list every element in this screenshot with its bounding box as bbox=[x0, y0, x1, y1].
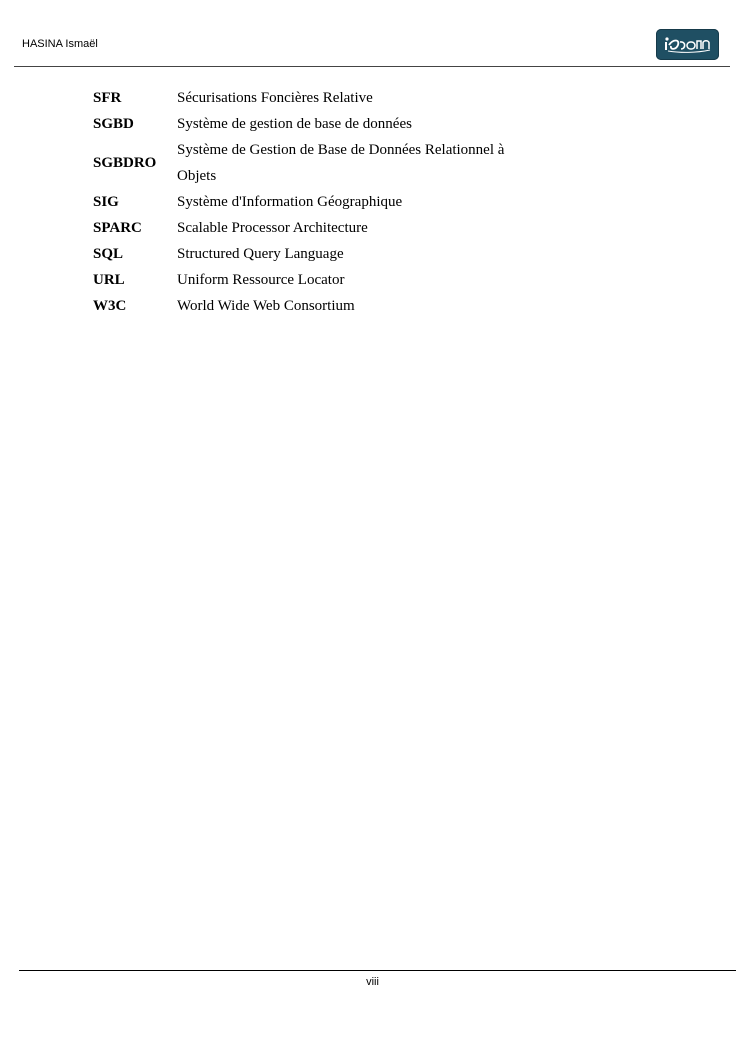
abbreviation-term: SQL bbox=[93, 246, 124, 262]
footer-rule bbox=[19, 970, 736, 971]
abbreviation-term: URL bbox=[93, 272, 125, 288]
institution-logo-icon bbox=[656, 29, 719, 60]
table-row bbox=[93, 267, 517, 293]
table-row bbox=[93, 189, 517, 215]
table-row bbox=[93, 215, 517, 241]
abbreviation-definition: World Wide Web Consortium bbox=[177, 298, 355, 314]
abbreviation-definition: Système d'Information Géographique bbox=[177, 194, 403, 210]
table-row bbox=[93, 85, 517, 111]
abbreviation-table bbox=[93, 85, 517, 319]
abbreviation-definition: Système de gestion de base de données bbox=[177, 116, 412, 132]
header-author: HASINA Ismaël bbox=[22, 38, 98, 50]
abbreviation-definition: Sécurisations Foncières Relative bbox=[177, 90, 373, 106]
table-row bbox=[93, 137, 517, 189]
table-row bbox=[93, 111, 517, 137]
abbreviation-term: SFR bbox=[93, 90, 122, 106]
abbreviation-term: W3C bbox=[93, 298, 127, 314]
header-rule bbox=[14, 66, 730, 67]
abbreviation-definition: Uniform Ressource Locator bbox=[177, 272, 345, 288]
abbreviation-definition: Structured Query Language bbox=[177, 246, 344, 262]
table-row bbox=[93, 293, 517, 319]
abbreviation-term: SGBDRO bbox=[93, 155, 157, 171]
abbreviation-term: SGBD bbox=[93, 116, 134, 132]
abbreviation-definition: Scalable Processor Architecture bbox=[177, 220, 368, 236]
definition-line: Système de Gestion de Base de Données Relationnel à bbox=[177, 142, 505, 158]
abbreviation-term: SPARC bbox=[93, 220, 142, 236]
definition-line: Objets bbox=[177, 168, 217, 184]
table-row bbox=[93, 241, 517, 267]
abbreviation-term: SIG bbox=[93, 194, 119, 210]
page-number: viii bbox=[366, 976, 379, 988]
abbreviation-definition bbox=[177, 137, 517, 189]
